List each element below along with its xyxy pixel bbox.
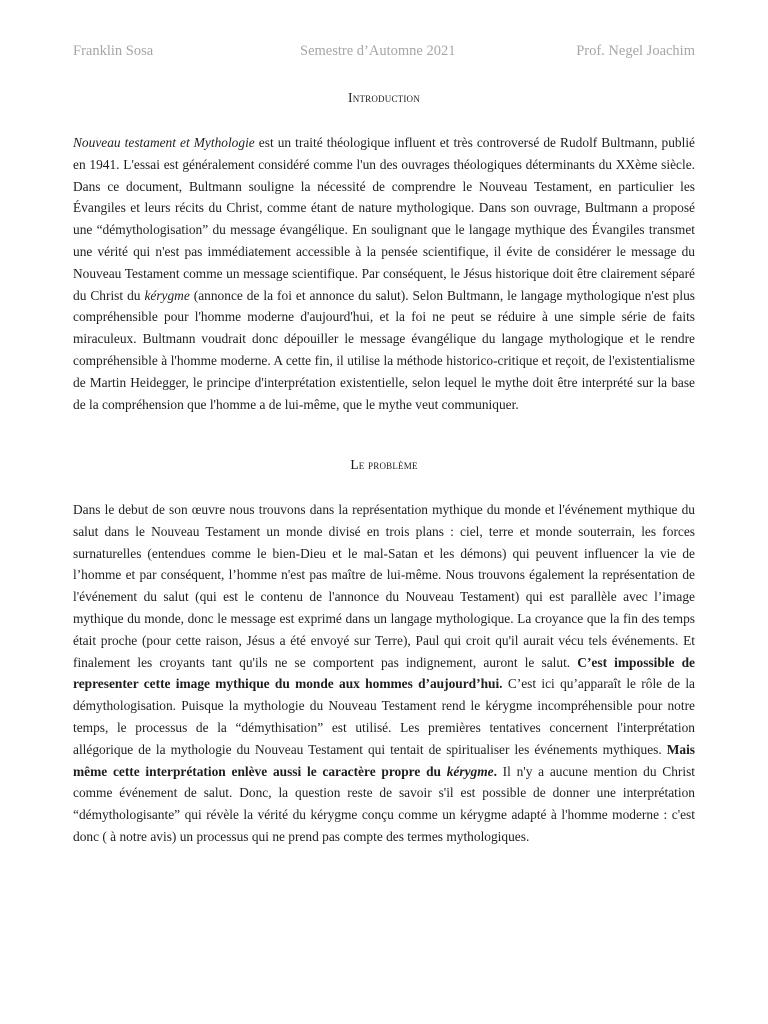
text-run-italic: kérygme — [446, 763, 494, 779]
text-run: Il n'y a aucune mention du Christ comme événement de salut. Donc, la question reste de savoir s'il est possible de donner une interprétation “démythologisante” qui révèle la vérité du kérygme conçu comme un kérygme adapté à l'homme moderne : c'est donc ( à notre avis) un processus qui ne prend pas compte des termes mythologiques. — [73, 763, 696, 844]
text-run: Dans le debut de son œuvre nous trouvons dans la représentation mythique du monde et l'événement mythique du salut dans le Nouveau Testament un monde divisé en trois plans : ciel, terre et monde souterrain, les forces surnaturelles (entendues comme le bien-Dieu et le mal-Satan et les démons) qui peuvent influencer la vie de l’homme et par conséquent, l’homme n'est pas maître de lui-même. Nous trouvons également la représentation de l'événement du salut (qui est le contenu de l'annonce du Nouveau Testament) qui est parallèle avec l’image mythique du monde, donc le message est exprimé dans un langage mythologique. La croyance que la fin des temps était proche (pour cette raison, Jésus a été envoyé sur Terre), Paul qui croit qu'il aurait vécu tels événements. Et finalement les croyants tant qu'ils ne se comportent pas indignement, auront le salut. — [73, 502, 695, 670]
header-professor: Prof. Negel Joachim — [576, 43, 695, 59]
header-author: Franklin Sosa — [73, 43, 154, 59]
text-run: kérygme — [144, 287, 190, 303]
text-run: C’est ici qu’apparaît le rôle de la démythologisation. Puisque la mythologie du Nouveau Testament rend le kérygme incompréhensible pour notre temps, le processus de la “démythisation” est utilisé. Les premières tentatives concernent l'interprétation allégorique de la mythologie du Nouveau Testament qui tentait de spiritualiser les événements mythiques. — [73, 676, 695, 757]
text-run: Nouveau testament et Mythologie — [73, 135, 255, 150]
probleme-paragraph — [73, 499, 695, 848]
text-run: est un traité théologique influent et très controversé de Rudolf Bultmann, publié en 1941. L'essai est généralement considéré comme l'un des ouvrages théologiques déterminants du XXème siècle. Dans ce document, Bultmann souligne la nécessité de comprendre le Nouveau Testament, en particulier les Évangiles et leurs récits du Christ, comme étant de nature mythologique. Dans son ouvrage, Bultmann a proposé une “démythologisation” du message évangélique. En soulignant que le langage mythique des Évangiles transmet une vérité qui n'est pas immédiatement accessible à la pensée scientifique, il évite de considérer le message du Nouveau Testament comme un message scientifique. Par conséquent, le Jésus historique doit être clairement séparé du Christ du — [73, 135, 695, 303]
introduction-paragraph — [73, 132, 695, 415]
text-run — [447, 764, 494, 779]
section-title-introduction: Introduction — [348, 90, 420, 105]
page-header — [73, 43, 695, 63]
text-run: . — [493, 763, 497, 779]
header-semester: Semestre d’Automne 2021 — [300, 43, 456, 59]
text-run: Mais même cette interprétation enlève aussi le caractère propre du — [73, 741, 695, 779]
text-run: (annonce de la foi et annonce du salut). Selon Bultmann, le langage mythologique n'est plus compréhensible pour l'homme moderne d'aujourd'hui, et la foi ne peut se réduire à une simple série de faits miraculeux. Bultmann voudrait donc dépouiller le message évangélique du langage mythologique et le rendre compréhensible à l'homme moderne. A cette fin, il utilise la méthode historico-critique et reçoit, de l'existentialisme de Martin Heidegger, le principe d'interprétation existentielle, selon lequel le mythe doit être interprété sur la base de la compréhension que l'homme a de lui-même, que le mythe veut communiquer. — [73, 287, 696, 412]
section-title-probleme: Le problème — [350, 457, 418, 472]
text-run: C’est impossible de representer cette image mythique du monde aux hommes d’aujourd’hui. — [73, 654, 695, 692]
